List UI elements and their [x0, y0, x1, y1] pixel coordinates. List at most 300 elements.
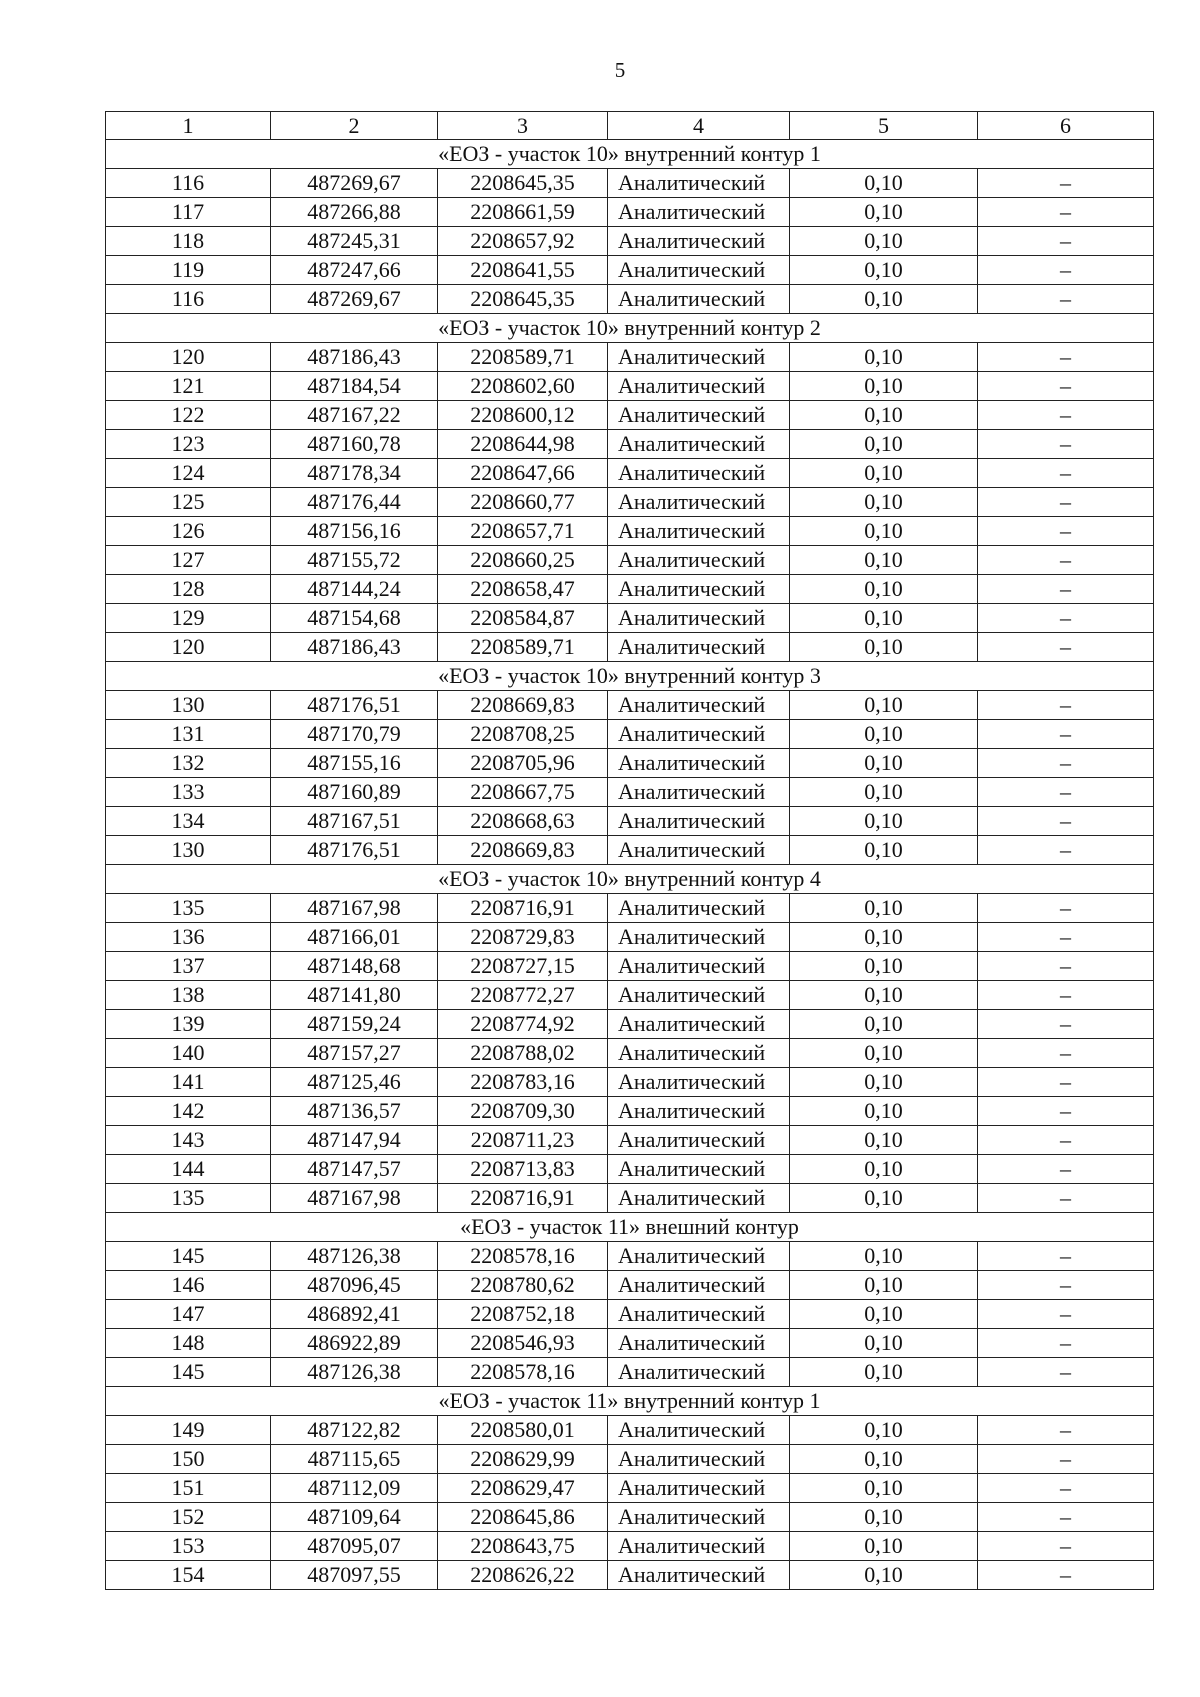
method-cell: Аналитический — [608, 894, 790, 923]
point-number-cell: 151 — [106, 1474, 271, 1503]
y-coordinate-cell: 2208708,25 — [438, 720, 608, 749]
x-coordinate-cell: 487269,67 — [271, 169, 438, 198]
table-row — [106, 1242, 1154, 1271]
x-coordinate-cell: 487109,64 — [271, 1503, 438, 1532]
accuracy-cell: 0,10 — [790, 1358, 978, 1387]
point-number-cell: 130 — [106, 691, 271, 720]
note-cell: – — [978, 575, 1154, 604]
section-row — [106, 662, 1154, 691]
method-cell: Аналитический — [608, 807, 790, 836]
y-coordinate-cell: 2208668,63 — [438, 807, 608, 836]
table-row — [106, 1068, 1154, 1097]
note-cell: – — [978, 256, 1154, 285]
table-row — [106, 1184, 1154, 1213]
section-title: «ЕОЗ - участок 10» внутренний контур 3 — [106, 662, 1154, 691]
point-number-cell: 127 — [106, 546, 271, 575]
table-row — [106, 343, 1154, 372]
accuracy-cell: 0,10 — [790, 1300, 978, 1329]
note-cell: – — [978, 1561, 1154, 1590]
point-number-cell: 118 — [106, 227, 271, 256]
accuracy-cell: 0,10 — [790, 488, 978, 517]
x-coordinate-cell: 487170,79 — [271, 720, 438, 749]
note-cell: – — [978, 720, 1154, 749]
method-cell: Аналитический — [608, 401, 790, 430]
table-row — [106, 952, 1154, 981]
point-number-cell: 116 — [106, 169, 271, 198]
accuracy-cell: 0,10 — [790, 1242, 978, 1271]
table-row — [106, 691, 1154, 720]
note-cell: – — [978, 459, 1154, 488]
note-cell: – — [978, 1416, 1154, 1445]
point-number-cell: 124 — [106, 459, 271, 488]
y-coordinate-cell: 2208711,23 — [438, 1126, 608, 1155]
accuracy-cell: 0,10 — [790, 749, 978, 778]
accuracy-cell: 0,10 — [790, 1155, 978, 1184]
point-number-cell: 149 — [106, 1416, 271, 1445]
note-cell: – — [978, 401, 1154, 430]
y-coordinate-cell: 2208629,47 — [438, 1474, 608, 1503]
table-row — [106, 488, 1154, 517]
y-coordinate-cell: 2208629,99 — [438, 1445, 608, 1474]
note-cell: – — [978, 1532, 1154, 1561]
y-coordinate-cell: 2208667,75 — [438, 778, 608, 807]
method-cell: Аналитический — [608, 459, 790, 488]
point-number-cell: 132 — [106, 749, 271, 778]
y-coordinate-cell: 2208774,92 — [438, 1010, 608, 1039]
accuracy-cell: 0,10 — [790, 720, 978, 749]
accuracy-cell: 0,10 — [790, 1126, 978, 1155]
note-cell: – — [978, 1184, 1154, 1213]
accuracy-cell: 0,10 — [790, 691, 978, 720]
method-cell: Аналитический — [608, 517, 790, 546]
note-cell: – — [978, 1126, 1154, 1155]
note-cell: – — [978, 749, 1154, 778]
note-cell: – — [978, 430, 1154, 459]
accuracy-cell: 0,10 — [790, 430, 978, 459]
method-cell: Аналитический — [608, 1358, 790, 1387]
accuracy-cell: 0,10 — [790, 952, 978, 981]
table-row — [106, 285, 1154, 314]
x-coordinate-cell: 487186,43 — [271, 633, 438, 662]
note-cell: – — [978, 546, 1154, 575]
section-row — [106, 1387, 1154, 1416]
method-cell: Аналитический — [608, 169, 790, 198]
y-coordinate-cell: 2208641,55 — [438, 256, 608, 285]
method-cell: Аналитический — [608, 430, 790, 459]
table-row — [106, 1416, 1154, 1445]
accuracy-cell: 0,10 — [790, 1532, 978, 1561]
section-row — [106, 865, 1154, 894]
y-coordinate-cell: 2208709,30 — [438, 1097, 608, 1126]
note-cell: – — [978, 343, 1154, 372]
note-cell: – — [978, 1271, 1154, 1300]
note-cell: – — [978, 981, 1154, 1010]
table-row — [106, 1358, 1154, 1387]
x-coordinate-cell: 487126,38 — [271, 1242, 438, 1271]
table-row — [106, 1561, 1154, 1590]
method-cell: Аналитический — [608, 836, 790, 865]
y-coordinate-cell: 2208600,12 — [438, 401, 608, 430]
method-cell: Аналитический — [608, 1126, 790, 1155]
table-row — [106, 517, 1154, 546]
note-cell: – — [978, 1445, 1154, 1474]
note-cell: – — [978, 604, 1154, 633]
point-number-cell: 117 — [106, 198, 271, 227]
accuracy-cell: 0,10 — [790, 285, 978, 314]
method-cell: Аналитический — [608, 1097, 790, 1126]
y-coordinate-cell: 2208584,87 — [438, 604, 608, 633]
point-number-cell: 143 — [106, 1126, 271, 1155]
note-cell: – — [978, 1358, 1154, 1387]
method-cell: Аналитический — [608, 488, 790, 517]
accuracy-cell: 0,10 — [790, 836, 978, 865]
x-coordinate-cell: 487184,54 — [271, 372, 438, 401]
method-cell: Аналитический — [608, 1445, 790, 1474]
y-coordinate-cell: 2208580,01 — [438, 1416, 608, 1445]
point-number-cell: 154 — [106, 1561, 271, 1590]
point-number-cell: 126 — [106, 517, 271, 546]
method-cell: Аналитический — [608, 285, 790, 314]
x-coordinate-cell: 487115,65 — [271, 1445, 438, 1474]
table-row — [106, 256, 1154, 285]
point-number-cell: 134 — [106, 807, 271, 836]
x-coordinate-cell: 487097,55 — [271, 1561, 438, 1590]
method-cell: Аналитический — [608, 952, 790, 981]
table-row — [106, 1445, 1154, 1474]
table-row — [106, 1532, 1154, 1561]
x-coordinate-cell: 487155,16 — [271, 749, 438, 778]
accuracy-cell: 0,10 — [790, 1474, 978, 1503]
method-cell: Аналитический — [608, 1010, 790, 1039]
accuracy-cell: 0,10 — [790, 169, 978, 198]
method-cell: Аналитический — [608, 1068, 790, 1097]
point-number-cell: 139 — [106, 1010, 271, 1039]
method-cell: Аналитический — [608, 1242, 790, 1271]
note-cell: – — [978, 1010, 1154, 1039]
table-row — [106, 1039, 1154, 1068]
point-number-cell: 145 — [106, 1242, 271, 1271]
accuracy-cell: 0,10 — [790, 1445, 978, 1474]
method-cell: Аналитический — [608, 1532, 790, 1561]
y-coordinate-cell: 2208713,83 — [438, 1155, 608, 1184]
y-coordinate-cell: 2208772,27 — [438, 981, 608, 1010]
y-coordinate-cell: 2208657,92 — [438, 227, 608, 256]
point-number-cell: 120 — [106, 633, 271, 662]
header-cell-2: 2 — [271, 112, 438, 140]
accuracy-cell: 0,10 — [790, 372, 978, 401]
y-coordinate-cell: 2208780,62 — [438, 1271, 608, 1300]
table-row — [106, 1329, 1154, 1358]
note-cell: – — [978, 227, 1154, 256]
accuracy-cell: 0,10 — [790, 1068, 978, 1097]
x-coordinate-cell: 487176,44 — [271, 488, 438, 517]
y-coordinate-cell: 2208669,83 — [438, 836, 608, 865]
accuracy-cell: 0,10 — [790, 1561, 978, 1590]
method-cell: Аналитический — [608, 546, 790, 575]
note-cell: – — [978, 1503, 1154, 1532]
table-row — [106, 720, 1154, 749]
note-cell: – — [978, 1155, 1154, 1184]
accuracy-cell: 0,10 — [790, 401, 978, 430]
section-title: «ЕОЗ - участок 10» внутренний контур 2 — [106, 314, 1154, 343]
note-cell: – — [978, 1474, 1154, 1503]
accuracy-cell: 0,10 — [790, 604, 978, 633]
header-cell-3: 3 — [438, 112, 608, 140]
y-coordinate-cell: 2208645,35 — [438, 169, 608, 198]
y-coordinate-cell: 2208752,18 — [438, 1300, 608, 1329]
x-coordinate-cell: 487095,07 — [271, 1532, 438, 1561]
y-coordinate-cell: 2208669,83 — [438, 691, 608, 720]
point-number-cell: 142 — [106, 1097, 271, 1126]
x-coordinate-cell: 487167,22 — [271, 401, 438, 430]
table-row — [106, 1097, 1154, 1126]
accuracy-cell: 0,10 — [790, 198, 978, 227]
header-cell-6: 6 — [978, 112, 1154, 140]
method-cell: Аналитический — [608, 1155, 790, 1184]
table-row — [106, 778, 1154, 807]
x-coordinate-cell: 487157,27 — [271, 1039, 438, 1068]
note-cell: – — [978, 285, 1154, 314]
table-row — [106, 227, 1154, 256]
method-cell: Аналитический — [608, 604, 790, 633]
y-coordinate-cell: 2208660,77 — [438, 488, 608, 517]
method-cell: Аналитический — [608, 1474, 790, 1503]
accuracy-cell: 0,10 — [790, 807, 978, 836]
point-number-cell: 148 — [106, 1329, 271, 1358]
accuracy-cell: 0,10 — [790, 1039, 978, 1068]
table-row — [106, 1010, 1154, 1039]
point-number-cell: 147 — [106, 1300, 271, 1329]
table-row — [106, 923, 1154, 952]
y-coordinate-cell: 2208727,15 — [438, 952, 608, 981]
note-cell: – — [978, 952, 1154, 981]
method-cell: Аналитический — [608, 1271, 790, 1300]
accuracy-cell: 0,10 — [790, 981, 978, 1010]
accuracy-cell: 0,10 — [790, 575, 978, 604]
note-cell: – — [978, 372, 1154, 401]
note-cell: – — [978, 488, 1154, 517]
y-coordinate-cell: 2208644,98 — [438, 430, 608, 459]
x-coordinate-cell: 487167,98 — [271, 1184, 438, 1213]
table-row — [106, 1155, 1154, 1184]
note-cell: – — [978, 198, 1154, 227]
point-number-cell: 122 — [106, 401, 271, 430]
x-coordinate-cell: 486922,89 — [271, 1329, 438, 1358]
accuracy-cell: 0,10 — [790, 1329, 978, 1358]
x-coordinate-cell: 487154,68 — [271, 604, 438, 633]
note-cell: – — [978, 691, 1154, 720]
method-cell: Аналитический — [608, 923, 790, 952]
accuracy-cell: 0,10 — [790, 778, 978, 807]
x-coordinate-cell: 487178,34 — [271, 459, 438, 488]
section-row — [106, 140, 1154, 169]
table-row — [106, 198, 1154, 227]
point-number-cell: 116 — [106, 285, 271, 314]
point-number-cell: 135 — [106, 894, 271, 923]
x-coordinate-cell: 487159,24 — [271, 1010, 438, 1039]
accuracy-cell: 0,10 — [790, 1097, 978, 1126]
y-coordinate-cell: 2208716,91 — [438, 894, 608, 923]
y-coordinate-cell: 2208788,02 — [438, 1039, 608, 1068]
accuracy-cell: 0,10 — [790, 256, 978, 285]
method-cell: Аналитический — [608, 778, 790, 807]
note-cell: – — [978, 778, 1154, 807]
x-coordinate-cell: 487176,51 — [271, 836, 438, 865]
method-cell: Аналитический — [608, 720, 790, 749]
point-number-cell: 128 — [106, 575, 271, 604]
accuracy-cell: 0,10 — [790, 1503, 978, 1532]
method-cell: Аналитический — [608, 1300, 790, 1329]
point-number-cell: 123 — [106, 430, 271, 459]
y-coordinate-cell: 2208729,83 — [438, 923, 608, 952]
table-row — [106, 169, 1154, 198]
point-number-cell: 145 — [106, 1358, 271, 1387]
method-cell: Аналитический — [608, 1503, 790, 1532]
x-coordinate-cell: 487176,51 — [271, 691, 438, 720]
y-coordinate-cell: 2208643,75 — [438, 1532, 608, 1561]
table-row — [106, 836, 1154, 865]
note-cell: – — [978, 923, 1154, 952]
table-row — [106, 1503, 1154, 1532]
method-cell: Аналитический — [608, 633, 790, 662]
table-row — [106, 459, 1154, 488]
point-number-cell: 144 — [106, 1155, 271, 1184]
section-title: «ЕОЗ - участок 11» внешний контур — [106, 1213, 1154, 1242]
x-coordinate-cell: 487160,78 — [271, 430, 438, 459]
x-coordinate-cell: 487166,01 — [271, 923, 438, 952]
method-cell: Аналитический — [608, 691, 790, 720]
method-cell: Аналитический — [608, 981, 790, 1010]
accuracy-cell: 0,10 — [790, 459, 978, 488]
table-row — [106, 575, 1154, 604]
y-coordinate-cell: 2208783,16 — [438, 1068, 608, 1097]
point-number-cell: 135 — [106, 1184, 271, 1213]
header-cell-4: 4 — [608, 112, 790, 140]
note-cell: – — [978, 836, 1154, 865]
x-coordinate-cell: 487266,88 — [271, 198, 438, 227]
point-number-cell: 152 — [106, 1503, 271, 1532]
method-cell: Аналитический — [608, 1561, 790, 1590]
x-coordinate-cell: 487126,38 — [271, 1358, 438, 1387]
y-coordinate-cell: 2208705,96 — [438, 749, 608, 778]
x-coordinate-cell: 487167,51 — [271, 807, 438, 836]
coordinates-table — [105, 111, 1154, 1590]
section-title: «ЕОЗ - участок 10» внутренний контур 4 — [106, 865, 1154, 894]
y-coordinate-cell: 2208589,71 — [438, 343, 608, 372]
point-number-cell: 120 — [106, 343, 271, 372]
table-row — [106, 1300, 1154, 1329]
x-coordinate-cell: 486892,41 — [271, 1300, 438, 1329]
point-number-cell: 146 — [106, 1271, 271, 1300]
table-row — [106, 633, 1154, 662]
table-row — [106, 981, 1154, 1010]
header-cell-5: 5 — [790, 112, 978, 140]
x-coordinate-cell: 487155,72 — [271, 546, 438, 575]
table-row — [106, 401, 1154, 430]
point-number-cell: 119 — [106, 256, 271, 285]
accuracy-cell: 0,10 — [790, 227, 978, 256]
accuracy-cell: 0,10 — [790, 517, 978, 546]
x-coordinate-cell: 487096,45 — [271, 1271, 438, 1300]
accuracy-cell: 0,10 — [790, 1010, 978, 1039]
header-cell-1: 1 — [106, 112, 271, 140]
note-cell: – — [978, 1300, 1154, 1329]
point-number-cell: 150 — [106, 1445, 271, 1474]
y-coordinate-cell: 2208645,35 — [438, 285, 608, 314]
accuracy-cell: 0,10 — [790, 1271, 978, 1300]
section-row — [106, 314, 1154, 343]
table-row — [106, 1126, 1154, 1155]
note-cell: – — [978, 1329, 1154, 1358]
x-coordinate-cell: 487112,09 — [271, 1474, 438, 1503]
point-number-cell: 153 — [106, 1532, 271, 1561]
point-number-cell: 121 — [106, 372, 271, 401]
table-row — [106, 372, 1154, 401]
x-coordinate-cell: 487148,68 — [271, 952, 438, 981]
accuracy-cell: 0,10 — [790, 1184, 978, 1213]
y-coordinate-cell: 2208716,91 — [438, 1184, 608, 1213]
x-coordinate-cell: 487167,98 — [271, 894, 438, 923]
accuracy-cell: 0,10 — [790, 343, 978, 372]
method-cell: Аналитический — [608, 198, 790, 227]
x-coordinate-cell: 487147,57 — [271, 1155, 438, 1184]
method-cell: Аналитический — [608, 343, 790, 372]
y-coordinate-cell: 2208660,25 — [438, 546, 608, 575]
header-row — [106, 112, 1154, 140]
point-number-cell: 137 — [106, 952, 271, 981]
x-coordinate-cell: 487186,43 — [271, 343, 438, 372]
x-coordinate-cell: 487122,82 — [271, 1416, 438, 1445]
method-cell: Аналитический — [608, 1416, 790, 1445]
accuracy-cell: 0,10 — [790, 1416, 978, 1445]
x-coordinate-cell: 487125,46 — [271, 1068, 438, 1097]
y-coordinate-cell: 2208645,86 — [438, 1503, 608, 1532]
page-number: 5 — [614, 58, 626, 82]
note-cell: – — [978, 894, 1154, 923]
table-row — [106, 546, 1154, 575]
point-number-cell: 138 — [106, 981, 271, 1010]
accuracy-cell: 0,10 — [790, 633, 978, 662]
method-cell: Аналитический — [608, 1329, 790, 1358]
table-row — [106, 430, 1154, 459]
y-coordinate-cell: 2208661,59 — [438, 198, 608, 227]
section-title: «ЕОЗ - участок 10» внутренний контур 1 — [106, 140, 1154, 169]
y-coordinate-cell: 2208602,60 — [438, 372, 608, 401]
x-coordinate-cell: 487144,24 — [271, 575, 438, 604]
table-row — [106, 1271, 1154, 1300]
y-coordinate-cell: 2208546,93 — [438, 1329, 608, 1358]
table-body — [106, 112, 1154, 1590]
note-cell: – — [978, 1039, 1154, 1068]
note-cell: – — [978, 633, 1154, 662]
x-coordinate-cell: 487136,57 — [271, 1097, 438, 1126]
method-cell: Аналитический — [608, 256, 790, 285]
y-coordinate-cell: 2208647,66 — [438, 459, 608, 488]
point-number-cell: 131 — [106, 720, 271, 749]
point-number-cell: 125 — [106, 488, 271, 517]
x-coordinate-cell: 487245,31 — [271, 227, 438, 256]
y-coordinate-cell: 2208657,71 — [438, 517, 608, 546]
note-cell: – — [978, 807, 1154, 836]
accuracy-cell: 0,10 — [790, 894, 978, 923]
section-title: «ЕОЗ - участок 11» внутренний контур 1 — [106, 1387, 1154, 1416]
table-row — [106, 604, 1154, 633]
y-coordinate-cell: 2208578,16 — [438, 1242, 608, 1271]
note-cell: – — [978, 1097, 1154, 1126]
y-coordinate-cell: 2208626,22 — [438, 1561, 608, 1590]
table-row — [106, 894, 1154, 923]
note-cell: – — [978, 1068, 1154, 1097]
